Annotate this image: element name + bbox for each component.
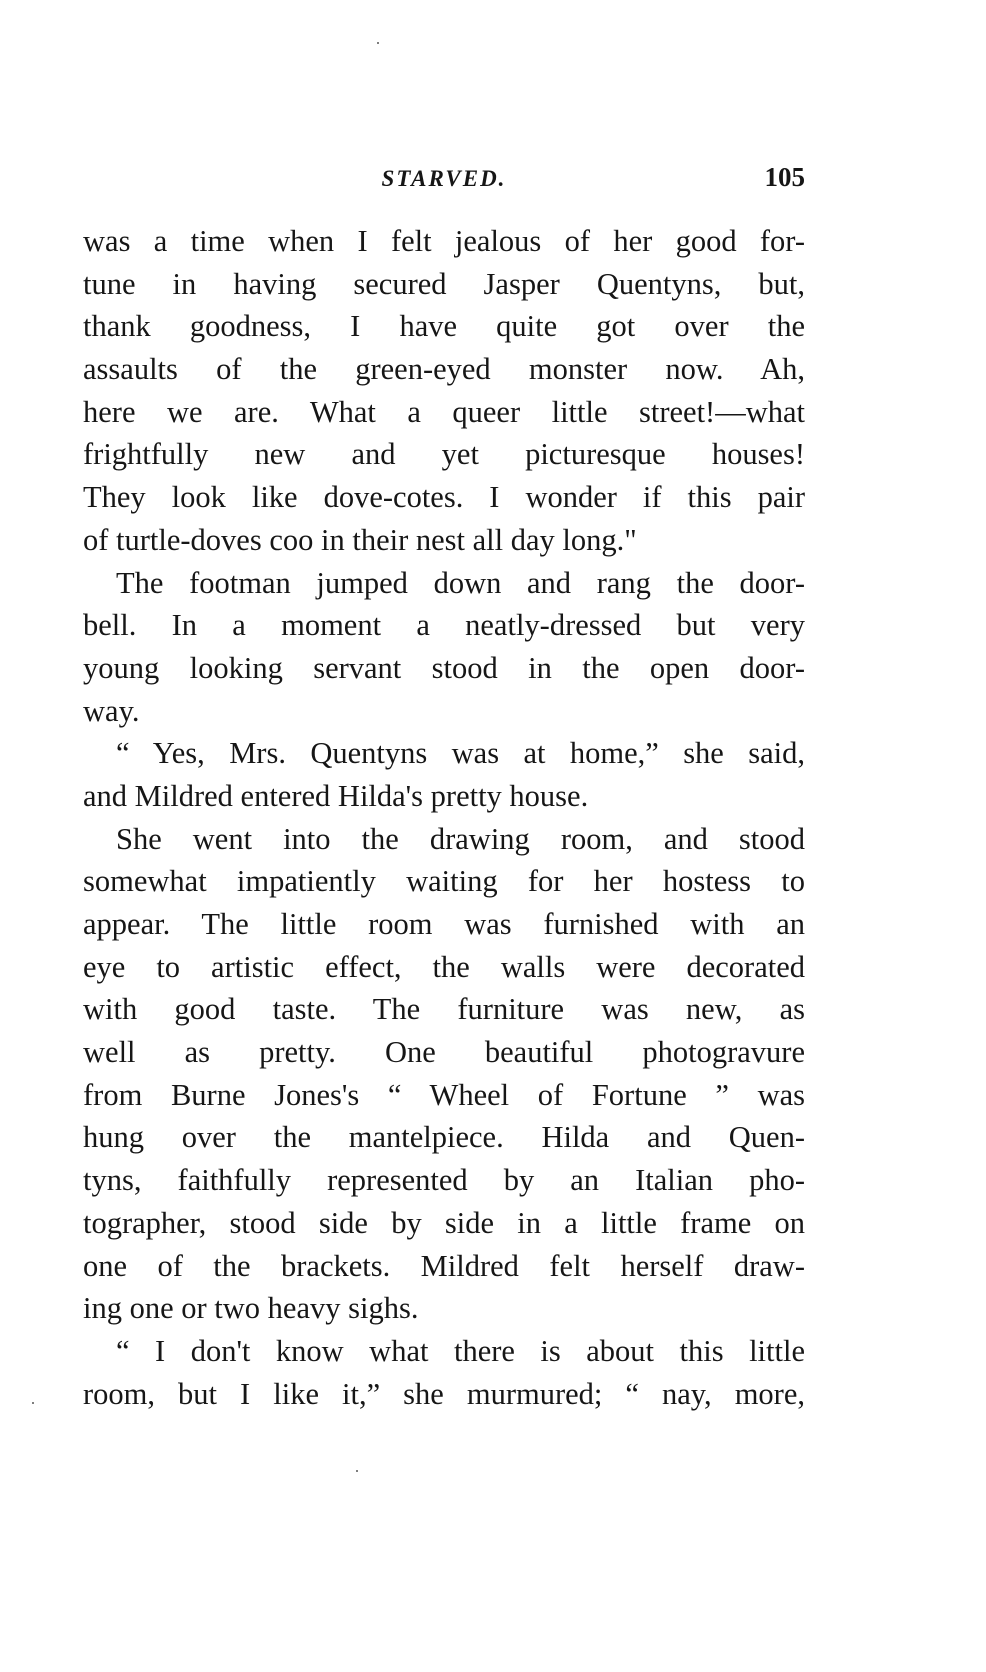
scan-speck — [356, 1470, 358, 1472]
text-line: “ I don't know what there is about this little — [116, 1333, 805, 1368]
text-line: appear. The little room was furnished with an — [83, 907, 805, 941]
text-line: from Burne Jones's “ Wheel of Fortune ” was — [83, 1077, 805, 1112]
text-line: of turtle-doves coo in their nest all day long." — [83, 522, 637, 557]
text-line: thank goodness, I have quite got over the — [83, 309, 805, 344]
text-line: eye to artistic effect, the walls were decorated — [83, 949, 805, 984]
running-title: STARVED. — [381, 166, 507, 191]
page-header — [83, 160, 805, 196]
text-line: ing one or two heavy sighs. — [83, 1291, 419, 1326]
text-line: The footman jumped down and rang the door- — [116, 565, 805, 600]
body-text — [83, 220, 805, 1415]
scan-speck — [377, 42, 379, 44]
text-line: tune in having secured Jasper Quentyns, but, — [83, 266, 805, 301]
text-line: hung over the mantelpiece. Hilda and Quen- — [83, 1120, 805, 1155]
text-line: and Mildred entered Hilda's pretty house. — [83, 778, 589, 813]
text-line: “ Yes, Mrs. Quentyns was at home,” she said, — [116, 736, 805, 771]
text-line: tographer, stood side by side in a little frame on — [83, 1205, 805, 1240]
text-line: with good taste. The furniture was new, as — [83, 992, 805, 1027]
text-line: She went into the drawing room, and stood — [116, 821, 805, 856]
text-line: here we are. What a queer little street!—what — [83, 394, 805, 429]
text-line: bell. In a moment a neatly-dressed but very — [83, 608, 805, 643]
text-line: somewhat impatiently waiting for her hostess to — [83, 864, 805, 899]
text-line: frightfully new and yet picturesque houses! — [83, 437, 805, 472]
text-line: tyns, faithfully represented by an Italian pho- — [83, 1163, 805, 1198]
page-number: 105 — [764, 162, 805, 192]
text-line: way. — [83, 693, 140, 728]
text-line: young looking servant stood in the open door- — [83, 650, 805, 685]
text-line: was a time when I felt jealous of her good for- — [83, 224, 805, 258]
text-line: assaults of the green-eyed monster now. Ah, — [83, 352, 805, 387]
text-line: well as pretty. One beautiful photogravure — [83, 1035, 805, 1070]
text-line: one of the brackets. Mildred felt herself draw- — [83, 1248, 805, 1283]
text-line: They look like dove-cotes. I wonder if this pair — [83, 480, 805, 515]
text-line: room, but I like it,” she murmured; “ nay, more, — [83, 1376, 805, 1411]
scan-speck — [32, 1402, 34, 1404]
